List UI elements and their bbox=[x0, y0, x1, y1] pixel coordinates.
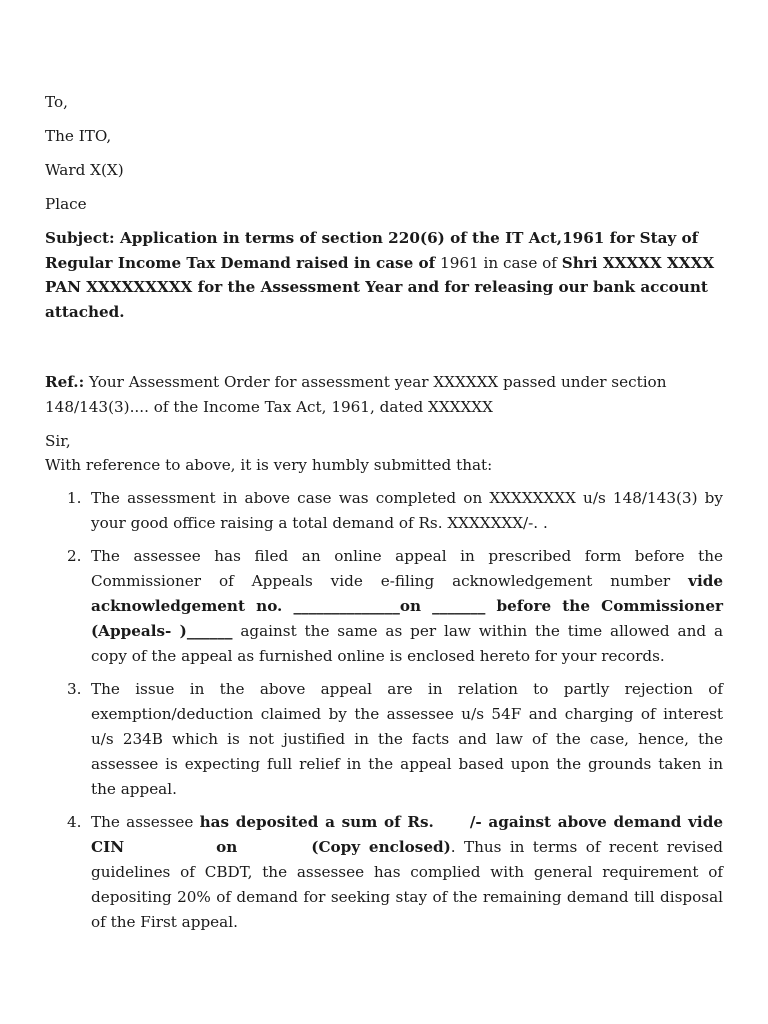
point-number: 4. bbox=[67, 813, 82, 832]
point-text: The assessee bbox=[91, 813, 194, 832]
point-bold-text: /- against above demand vide CIN bbox=[91, 813, 723, 857]
point-text: . Thus in terms of recent revised guidelines of CBDT, the assessee has complied with general requirement of depositing 20% of demand for seeking stay of the remaining demand till disposal of the First appeal. bbox=[91, 838, 723, 931]
point-number: 1. bbox=[67, 488, 82, 507]
point-bold-text: (Copy enclosed) bbox=[311, 838, 451, 857]
point-text: The assessee has filed an online appeal in prescribed form before the Commissioner of Appeals vide e-filing acknowledgement number bbox=[91, 547, 723, 591]
address-place: Place bbox=[45, 195, 87, 213]
point-bold-text: on bbox=[216, 838, 238, 857]
point-text: against the same as per law within the time allowed and a copy of the appeal as furnished online is enclosed hereto for your records. bbox=[91, 621, 724, 665]
address-to: To, bbox=[45, 93, 68, 111]
address-officer: The ITO, bbox=[45, 127, 112, 145]
subject-label: Subject: Application in terms of section 220(6) of the IT Act,1961 for Stay of Regular Income Tax Demand raised in case of bbox=[45, 229, 699, 272]
list-item bbox=[45, 544, 723, 668]
list-item bbox=[45, 486, 723, 536]
salutation: Sir, bbox=[45, 431, 71, 450]
subject-rest: Shri XXXXX XXXX PAN XXXXXXXXX for the Assessment Year and for releasing our bank account attached. bbox=[45, 253, 715, 321]
point-text: The assessment in above case was completed on XXXXXXXX u/s 148/143(3) by your good office raising a total demand of Rs. XXXXXXX/-. . bbox=[91, 488, 723, 532]
point-text: The issue in the above appeal are in relation to partly rejection of exemption/deduction claimed by the assessee u/s 54F and charging of interest u/s 234B which is not justified in the facts and law of the case, hence, the assessee is expecting full relief in the appeal based upon the grounds taken in the appeal. bbox=[91, 680, 723, 798]
points-list bbox=[45, 486, 723, 935]
point-bold-text: vide acknowledgement no. ______________on _______ before the Commissioner (Appeals- )______ bbox=[91, 572, 724, 640]
list-item bbox=[45, 677, 723, 801]
reference-text: Your Assessment Order for assessment year XXXXXX passed under section 148/143(3).... of the Income Tax Act, 1961, dated XXXXXX bbox=[45, 373, 667, 416]
point-number: 3. bbox=[67, 680, 82, 699]
subject-plain: 1961 in case of bbox=[440, 253, 557, 272]
reference-label: Ref.: bbox=[45, 373, 85, 392]
letter-page bbox=[45, 90, 723, 943]
intro-line: With reference to above, it is very humbly submitted that: bbox=[45, 456, 493, 475]
address-ward: Ward X(X) bbox=[45, 161, 124, 179]
point-number: 2. bbox=[67, 547, 82, 566]
list-item bbox=[45, 810, 723, 934]
subject-paragraph bbox=[45, 226, 723, 324]
reference-paragraph bbox=[45, 370, 723, 419]
point-bold-text: has deposited a sum of Rs. bbox=[199, 813, 434, 832]
